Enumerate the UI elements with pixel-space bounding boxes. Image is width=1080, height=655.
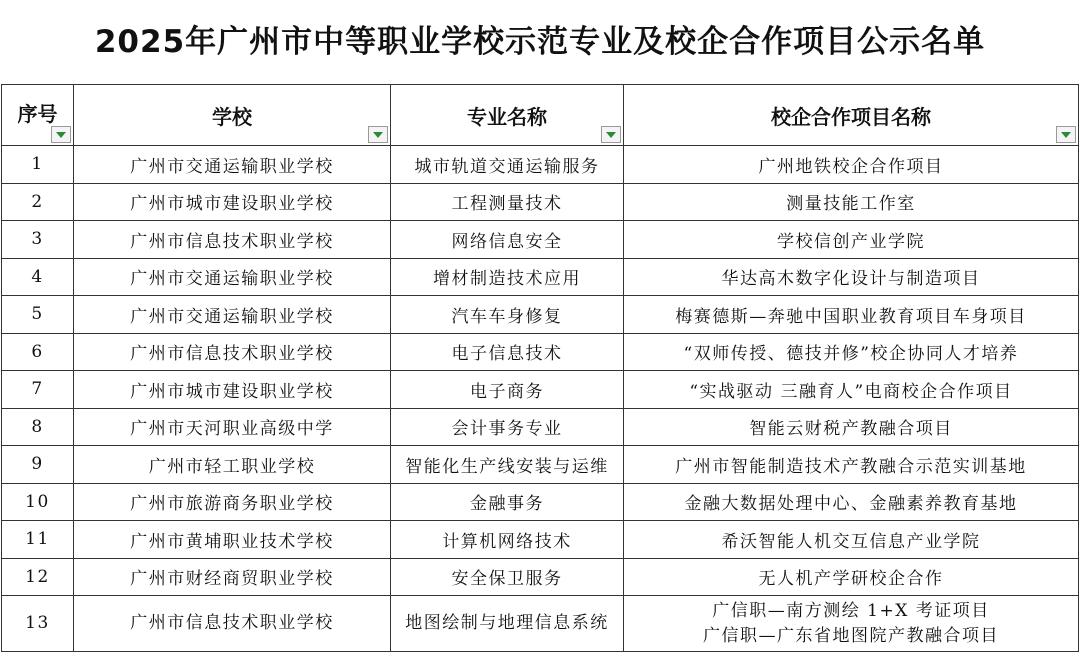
cell-index: 9 (2, 446, 74, 484)
cell-major: 计算机网络技术 (391, 521, 624, 559)
cell-major: 增材制造技术应用 (391, 258, 624, 296)
cell-major: 城市轨道交通运输服务 (391, 146, 624, 184)
cell-major: 工程测量技术 (391, 183, 624, 221)
cell-school: 广州市交通运输职业学校 (74, 146, 391, 184)
cell-index: 3 (2, 221, 74, 259)
cell-major: 安全保卫服务 (391, 558, 624, 596)
cell-major: 电子信息技术 (391, 333, 624, 371)
project-line: 广州市智能制造技术产教融合示范实训基地 (675, 456, 1027, 477)
table-row (2, 521, 1079, 559)
cell-index: 1 (2, 146, 74, 184)
project-line: 智能云财税产教融合项目 (749, 419, 953, 440)
header-label: 学校 (212, 104, 252, 129)
cell-project (624, 408, 1079, 446)
cell-school: 广州市天河职业高级中学 (74, 408, 391, 446)
cell-project (624, 558, 1079, 596)
cell-project (624, 521, 1079, 559)
cell-major: 地图绘制与地理信息系统 (391, 596, 624, 652)
cell-school: 广州市城市建设职业学校 (74, 183, 391, 221)
cell-major: 汽车车身修复 (391, 296, 624, 334)
table-row (2, 371, 1079, 409)
project-line: 希沃智能人机交互信息产业学院 (721, 531, 981, 552)
cell-major: 金融事务 (391, 483, 624, 521)
cell-index: 2 (2, 183, 74, 221)
cell-index: 13 (2, 596, 74, 652)
cell-school: 广州市城市建设职业学校 (74, 371, 391, 409)
cell-major: 会计事务专业 (391, 408, 624, 446)
cell-school: 广州市轻工职业学校 (74, 446, 391, 484)
table-row (2, 221, 1079, 259)
project-line: 华达高木数字化设计与制造项目 (721, 269, 981, 290)
table-row (2, 146, 1079, 184)
cell-project (624, 596, 1079, 652)
table-row (2, 408, 1079, 446)
cell-school: 广州市黄埔职业技术学校 (74, 521, 391, 559)
cell-project (624, 183, 1079, 221)
cell-index: 5 (2, 296, 74, 334)
project-table (1, 84, 1079, 652)
cell-school: 广州市信息技术职业学校 (74, 596, 391, 652)
filter-dropdown-icon[interactable] (51, 126, 71, 143)
cell-index: 11 (2, 521, 74, 559)
cell-index: 10 (2, 483, 74, 521)
cell-school: 广州市信息技术职业学校 (74, 221, 391, 259)
table-row (2, 183, 1079, 221)
cell-project (624, 446, 1079, 484)
cell-school: 广州市财经商贸职业学校 (74, 558, 391, 596)
header-major (391, 85, 624, 146)
cell-index: 12 (2, 558, 74, 596)
table-row (2, 483, 1079, 521)
cell-project (624, 258, 1079, 296)
table-row (2, 258, 1079, 296)
project-line: 广州地铁校企合作项目 (758, 156, 944, 177)
cell-index: 8 (2, 408, 74, 446)
header-label: 校企合作项目名称 (771, 104, 931, 129)
filter-dropdown-icon[interactable] (1056, 126, 1076, 143)
project-line: 学校信创产业学院 (777, 231, 925, 252)
project-line: “双师传授、德技并修”校企协同人才培养 (683, 344, 1019, 365)
cell-school: 广州市旅游商务职业学校 (74, 483, 391, 521)
cell-index: 7 (2, 371, 74, 409)
cell-major: 网络信息安全 (391, 221, 624, 259)
project-line: 梅赛德斯—奔驰中国职业教育项目车身项目 (675, 306, 1027, 327)
project-line: 广信职—广东省地图院产教融合项目 (703, 625, 999, 646)
table-row (2, 558, 1079, 596)
header-label: 专业名称 (467, 104, 547, 129)
header-label: 序号 (17, 101, 58, 126)
project-line: 金融大数据处理中心、金融素养教育基地 (684, 494, 1018, 515)
cell-project (624, 221, 1079, 259)
cell-school: 广州市信息技术职业学校 (74, 333, 391, 371)
filter-dropdown-icon[interactable] (368, 126, 388, 143)
cell-school: 广州市交通运输职业学校 (74, 258, 391, 296)
project-line: 广信职—南方测绘 1+X 考证项目 (712, 600, 990, 621)
cell-project (624, 483, 1079, 521)
header-school (74, 85, 391, 146)
page-title: 2025年广州市中等职业学校示范专业及校企合作项目公示名单 (94, 24, 986, 60)
cell-index: 4 (2, 258, 74, 296)
table-row (2, 446, 1079, 484)
table-row (2, 596, 1079, 652)
table-header-row (2, 85, 1079, 146)
table-row (2, 296, 1079, 334)
header-project (624, 85, 1079, 146)
cell-project (624, 146, 1079, 184)
cell-school: 广州市交通运输职业学校 (74, 296, 391, 334)
cell-index: 6 (2, 333, 74, 371)
project-line: 测量技能工作室 (786, 194, 916, 215)
project-line: 无人机产学研校企合作 (758, 569, 944, 590)
table-row (2, 333, 1079, 371)
cell-project (624, 296, 1079, 334)
filter-dropdown-icon[interactable] (601, 126, 621, 143)
project-line: “实战驱动 三融育人”电商校企合作项目 (689, 381, 1013, 402)
cell-major: 智能化生产线安装与运维 (391, 446, 624, 484)
header-index (2, 85, 74, 146)
cell-major: 电子商务 (391, 371, 624, 409)
cell-project (624, 333, 1079, 371)
cell-project (624, 371, 1079, 409)
